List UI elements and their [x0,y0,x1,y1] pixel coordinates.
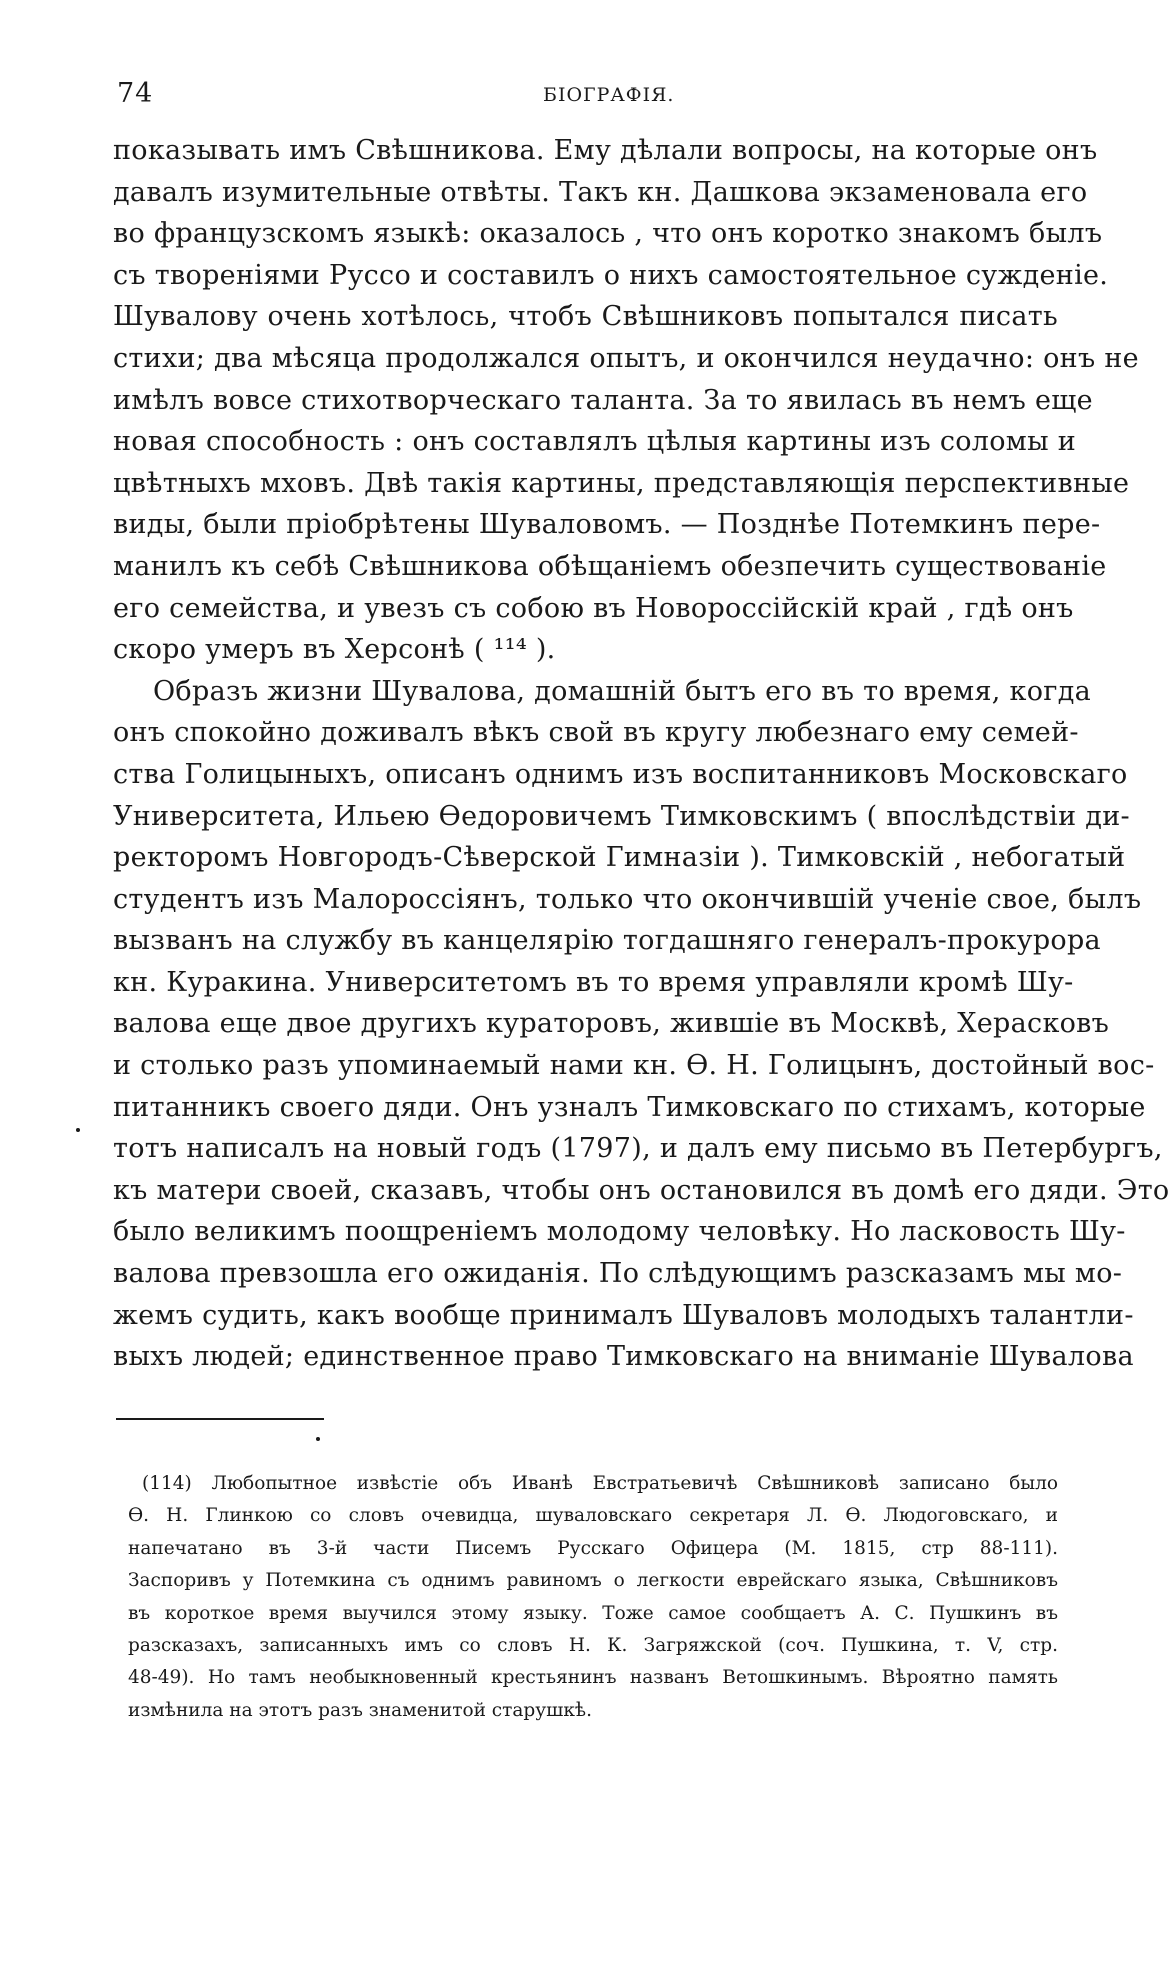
text-line: давалъ изумительные отвѣты. Такъ кн. Дашкова экзаменовала его [113,176,1088,208]
footnote-line: напечатано въ 3-й части Писемъ Русскаго Офицера (М. 1815, стр 88-111). [128,1537,1058,1559]
footnote-line: разсказахъ, записанныхъ имъ со словъ Н. К. Загряжской (соч. Пушкина, т. V, стр. [128,1634,1058,1656]
text-line: имѣлъ вовсе стихотворческаго таланта. За то явилась въ немъ еще [113,384,1093,416]
text-line: выхъ людей; единственное право Тимковскаго на вниманіе Шувалова [113,1341,1134,1373]
text-line: во французскомъ языкѣ: оказалось , что онъ коротко знакомъ былъ [113,218,1103,250]
text-line: Университета, Ильею Өедоровичемъ Тимковскимъ ( впослѣдствіи ди- [113,800,1130,832]
text-line: тотъ написалъ на новый годъ (1797), и далъ ему письмо въ Петербургъ, [113,1133,1163,1165]
text-line: жемъ судить, какъ вообще принималъ Шуваловъ молодыхъ талантли- [113,1299,1134,1331]
text-line: скоро умеръ въ Херсонѣ ( ¹¹⁴ ). [113,634,556,666]
ink-speck [76,1128,80,1132]
text-line: питанникъ своего дяди. Онъ узналъ Тимковскаго по стихамъ, которые [113,1091,1146,1123]
running-title: БIОГРАФIЯ. [543,84,675,106]
text-line: и столько разъ упоминаемый нами кн. Ѳ. Н. Голицынъ, достойный вос- [113,1050,1155,1082]
text-line: было великимъ поощреніемъ молодому человѣку. Но ласковость Шу- [113,1216,1126,1248]
page-header [115,78,1060,110]
text-line: онъ спокойно доживалъ вѣкъ свой въ кругу любезнаго ему семей- [113,717,1079,749]
text-line: новая способность : онъ составлялъ цѣлыя картины изъ соломы и [113,426,1077,458]
text-line: показывать имъ Свѣшникова. Ему дѣлали вопросы, на которые онъ [113,135,1098,166]
text-line: ректоромъ Новгородъ-Сѣверской Гимназіи ). Тимковскій , небогатый [113,842,1126,874]
footnote-line: измѣнила на этотъ разъ знаменитой старушкѣ. [128,1699,592,1721]
main-text [113,130,1169,1378]
text-line: виды, были пріобрѣтены Шуваловомъ. — Позднѣе Потемкинъ пере- [113,509,1101,541]
footnote-114 [128,1468,1058,1727]
footnote-line: въ короткое время выучился этому языку. Тоже самое сообщаетъ А. С. Пушкинъ въ [128,1602,1058,1624]
footnote-divider [116,1418,324,1420]
footnote-line: Заспоривъ у Потемкина съ однимъ равиномъ о легкости еврейскаго языка, Свѣшниковъ [128,1570,1058,1592]
ink-speck [316,1437,320,1441]
text-line: ства Голицыныхъ, описанъ однимъ изъ воспитанниковъ Московскаго [113,758,1128,790]
text-line: валова еще двое другихъ кураторовъ, жившіе въ Москвѣ, Херасковъ [113,1008,1110,1040]
text-line: валова превзошла его ожиданія. По слѣдующимъ разсказамъ мы мо- [113,1258,1123,1290]
text-line: его семейства, и увезъ съ собою въ Новороссійскій край , гдѣ онъ [113,592,1074,624]
text-line: Шувалову очень хотѣлось, чтобъ Свѣшниковъ попытался писать [113,301,1058,333]
text-line: стихи; два мѣсяца продолжался опытъ, и окончился неудачно: онъ не [113,342,1139,374]
footnote-line: 48-49). Но тамъ необыкновенный крестьянинъ названъ Ветошкинымъ. Вѣроятно память [128,1667,1058,1689]
text-line: манилъ къ себѣ Свѣшникова обѣщаніемъ обезпечить существованіе [113,550,1107,582]
text-line: Образъ жизни Шувалова, домашній бытъ его въ то время, когда [153,675,1092,707]
text-line: къ матери своей, сказавъ, чтобы онъ остановился въ домѣ его дяди. Это [113,1174,1169,1206]
text-line: вызванъ на службу въ канцелярію тогдашняго генералъ-прокурора [113,925,1101,957]
text-line: студентъ изъ Малороссіянъ, только что окончившій ученіе свое, былъ [113,883,1142,915]
page-number: 74 [117,78,154,109]
footnote-line: (114) Любопытное извѣстіе объ Иванѣ Евстратьевичѣ Свѣшниковѣ записано было [142,1473,1058,1494]
text-line: кн. Куракина. Университетомъ въ то время управляли кромѣ Шу- [113,966,1074,998]
text-line: съ твореніями Руссо и составилъ о нихъ самостоятельное сужденіе. [113,259,1109,291]
text-line: цвѣтныхъ мховъ. Двѣ такія картины, представляющія перспективные [113,467,1130,499]
footnote-line: Ѳ. Н. Глинкою со словъ очевидца, шуваловскаго секретаря Л. Ѳ. Людоговскаго, и [128,1505,1058,1527]
